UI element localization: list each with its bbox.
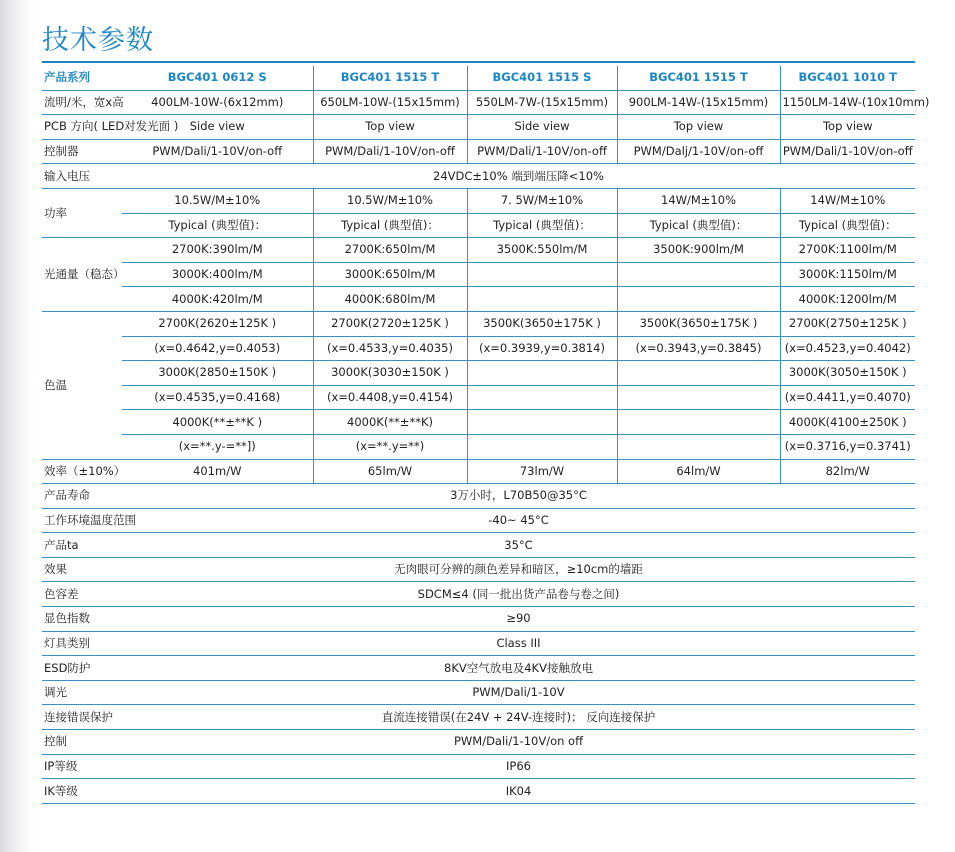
- spec-cell: PWM/Dali/1-10V: [122, 680, 915, 705]
- table-row: [42, 631, 915, 656]
- spec-cell: 3万小时，L70B50@35°C: [122, 484, 915, 509]
- spec-cell: 3500K(3650±175K ): [467, 311, 617, 336]
- row-label: 流明/米，宽x高: [42, 90, 122, 115]
- row-label: 调光: [42, 680, 122, 705]
- spec-cell: PWM/Dali/1-10V/on off: [122, 730, 915, 755]
- spec-cell: 3500K:900lm/M: [617, 238, 780, 263]
- table-row: [42, 434, 915, 459]
- empty-cell: [467, 410, 617, 435]
- spec-cell: Side view: [467, 115, 617, 140]
- spec-cell: 14W/M±10%: [617, 188, 780, 213]
- spec-table: [42, 66, 930, 804]
- spec-cell: 4000K(**±**K): [313, 410, 467, 435]
- spec-cell: (x=0.4408,y=0.4154): [313, 385, 467, 410]
- spec-cell: 2700K(2750±125K ): [780, 311, 915, 336]
- table-row: [42, 705, 915, 730]
- spec-cell: 73lm/W: [467, 459, 617, 484]
- spec-cell: Typical (典型值)：: [780, 213, 915, 238]
- spec-cell: (x=0.4533,y=0.4035): [313, 336, 467, 361]
- spec-cell: Class III: [122, 631, 915, 656]
- empty-cell: [617, 410, 780, 435]
- model-header: BGC401 1515 S: [467, 66, 617, 90]
- spec-cell: 3500K(3650±175K ): [617, 311, 780, 336]
- table-row: [42, 188, 915, 213]
- spec-cell: (x=0.4642,y=0.4053): [122, 336, 313, 361]
- spec-cell: 650LM-10W-(15x15mm): [313, 90, 467, 115]
- spec-cell: (x=0.4411,y=0.4070): [780, 385, 915, 410]
- spec-cell: PWM/Dali/1-10V/on-off: [313, 139, 467, 164]
- spec-cell: 4000K:420lm/M: [122, 287, 313, 312]
- empty-cell: [617, 287, 780, 312]
- spec-cell: 直流连接错误(在24V + 24V-连接时)； 反向连接保护: [122, 705, 915, 730]
- empty-cell: [617, 434, 780, 459]
- spec-cell: (x=0.3939,y=0.3814): [467, 336, 617, 361]
- spec-cell: 3000K:1150lm/M: [780, 262, 915, 287]
- spec-cell: 35°C: [122, 533, 915, 558]
- spec-cell: 3000K(3030±150K ): [313, 361, 467, 386]
- spec-cell: SDCM≤4 (同一批出货产品卷与卷之间): [122, 582, 915, 607]
- row-label: 效率（±10%）: [42, 459, 122, 484]
- spec-cell: IP66: [122, 754, 915, 779]
- row-label: IK等级: [42, 779, 122, 804]
- empty-cell: [467, 434, 617, 459]
- table-row: [42, 385, 915, 410]
- row-label: 产品寿命: [42, 484, 122, 509]
- table-row: [42, 484, 915, 509]
- spec-cell: 64lm/W: [617, 459, 780, 484]
- row-label: 产品ta: [42, 533, 122, 558]
- table-row: [42, 533, 915, 558]
- spec-cell: (x=0.4535,y=0.4168): [122, 385, 313, 410]
- row-label: 色容差: [42, 582, 122, 607]
- spec-cell: 2700K:1100lm/M: [780, 238, 915, 263]
- table-row: [42, 139, 915, 164]
- spec-cell: 900LM-14W-(15x15mm): [617, 90, 780, 115]
- spec-cell: 无肉眼可分辨的颜色差异和暗区，≥10cm的墙距: [122, 557, 915, 582]
- table-row: [42, 90, 915, 115]
- spec-cell: Typical (典型值)：: [617, 213, 780, 238]
- spec-cell: (x=**.y=**): [313, 434, 467, 459]
- table-row: [42, 361, 915, 386]
- row-label: 功率: [42, 188, 122, 237]
- spec-cell: ≥90: [122, 607, 915, 632]
- spec-cell: PWM/Dalj/1-10V/on-off: [617, 139, 780, 164]
- spec-cell: 550LM-7W-(15x15mm): [467, 90, 617, 115]
- empty-cell: [467, 262, 617, 287]
- empty-cell: [617, 361, 780, 386]
- spec-cell: IK04: [122, 779, 915, 804]
- spec-cell: (x=0.3943,y=0.3845): [617, 336, 780, 361]
- row-label: 控制器: [42, 139, 122, 164]
- spec-cell: 2700K:650lm/M: [313, 238, 467, 263]
- row-label: 输入电压: [42, 164, 122, 189]
- row-label: 光通量（稳态）: [42, 238, 122, 312]
- spec-cell: 3000K:650lm/M: [313, 262, 467, 287]
- empty-cell: [467, 361, 617, 386]
- table-row: [42, 779, 915, 804]
- table-row: [42, 730, 915, 755]
- table-row: [42, 115, 915, 140]
- title-divider: [42, 61, 915, 63]
- empty-cell: [617, 262, 780, 287]
- row-label: 灯具类别: [42, 631, 122, 656]
- table-row: [42, 164, 915, 189]
- table-row: [42, 311, 915, 336]
- spec-cell: Top view: [617, 115, 780, 140]
- model-header: BGC401 1010 T: [780, 66, 915, 90]
- table-row: [42, 582, 915, 607]
- spec-cell: 401m/W: [122, 459, 313, 484]
- spec-cell: 4000K(**±**K ): [122, 410, 313, 435]
- model-header: BGC401 0612 S: [122, 66, 313, 90]
- spec-cell: 2700K(2720±125K ): [313, 311, 467, 336]
- spec-cell: PWM/Dali/1-10V/on-off: [467, 139, 617, 164]
- empty-cell: [617, 385, 780, 410]
- row-label: 控制: [42, 730, 122, 755]
- table-row: [42, 213, 915, 238]
- table-row: [42, 66, 915, 90]
- page-title: 技术参数: [42, 25, 154, 56]
- spec-cell: Top view: [780, 115, 915, 140]
- spec-cell: (x=0.3716,y=0.3741): [780, 434, 915, 459]
- spec-cell: 65lm/W: [313, 459, 467, 484]
- table-row: [42, 680, 915, 705]
- row-label: PCB 方向( LED对发光面 ): [42, 115, 122, 140]
- spec-cell: 4000K(4100±250K ): [780, 410, 915, 435]
- table-row: [42, 459, 915, 484]
- model-header: BGC401 1515 T: [617, 66, 780, 90]
- table-row: [42, 656, 915, 681]
- table-row: [42, 508, 915, 533]
- row-label: 工作环境温度范围: [42, 508, 122, 533]
- spec-cell: 24VDC±10% 端到端压降<10%: [122, 164, 915, 189]
- spec-cell: (x=**.y-=**]): [122, 434, 313, 459]
- spec-cell: 1150LM-14W-(10x10mm): [780, 90, 915, 115]
- spec-cell: 2700K:390lm/M: [122, 238, 313, 263]
- table-row: [42, 287, 915, 312]
- series-label: 产品系列: [42, 66, 122, 90]
- spec-cell: -40~ 45°C: [122, 508, 915, 533]
- table-row: [42, 754, 915, 779]
- spec-cell: 4000K:680lm/M: [313, 287, 467, 312]
- spec-cell: Typical (典型值)：: [467, 213, 617, 238]
- row-label: 连接错误保护: [42, 705, 122, 730]
- model-header: BGC401 1515 T: [313, 66, 467, 90]
- empty-cell: [467, 287, 617, 312]
- spec-cell: 10.5W/M±10%: [122, 188, 313, 213]
- spec-cell: 8KV空气放电及4KV接触放电: [122, 656, 915, 681]
- spec-cell: Typical (典型值)：: [313, 213, 467, 238]
- spec-cell: 3000K(2850±150K ): [122, 361, 313, 386]
- spec-cell: Side view: [122, 115, 313, 140]
- spec-cell: Top view: [313, 115, 467, 140]
- spec-cell: 10.5W/M±10%: [313, 188, 467, 213]
- row-label: 色温: [42, 311, 122, 459]
- empty-cell: [467, 385, 617, 410]
- row-label: 效果: [42, 557, 122, 582]
- spec-cell: 82lm/W: [780, 459, 915, 484]
- spec-cell: 4000K:1200lm/M: [780, 287, 915, 312]
- spec-cell: Typical (典型值)：: [122, 213, 313, 238]
- spec-cell: 3000K:400lm/M: [122, 262, 313, 287]
- table-row: [42, 607, 915, 632]
- row-label: ESD防护: [42, 656, 122, 681]
- table-row: [42, 336, 915, 361]
- spec-cell: (x=0.4523,y=0.4042): [780, 336, 915, 361]
- row-label: IP等级: [42, 754, 122, 779]
- spec-cell: 400LM-10W-(6x12mm): [122, 90, 313, 115]
- spec-cell: 14W/M±10%: [780, 188, 915, 213]
- row-label: 显色指数: [42, 607, 122, 632]
- spec-cell: PWM/Dali/1-10V/on-off: [122, 139, 313, 164]
- spec-cell: 3500K:550lm/M: [467, 238, 617, 263]
- spec-cell: 3000K(3050±150K ): [780, 361, 915, 386]
- table-row: [42, 262, 915, 287]
- table-row: [42, 557, 915, 582]
- spec-cell: PWM/Dali/1-10V/on-off: [780, 139, 915, 164]
- table-row: [42, 238, 915, 263]
- table-row: [42, 410, 915, 435]
- spec-cell: 2700K(2620±125K ): [122, 311, 313, 336]
- spec-cell: 7. 5W/M±10%: [467, 188, 617, 213]
